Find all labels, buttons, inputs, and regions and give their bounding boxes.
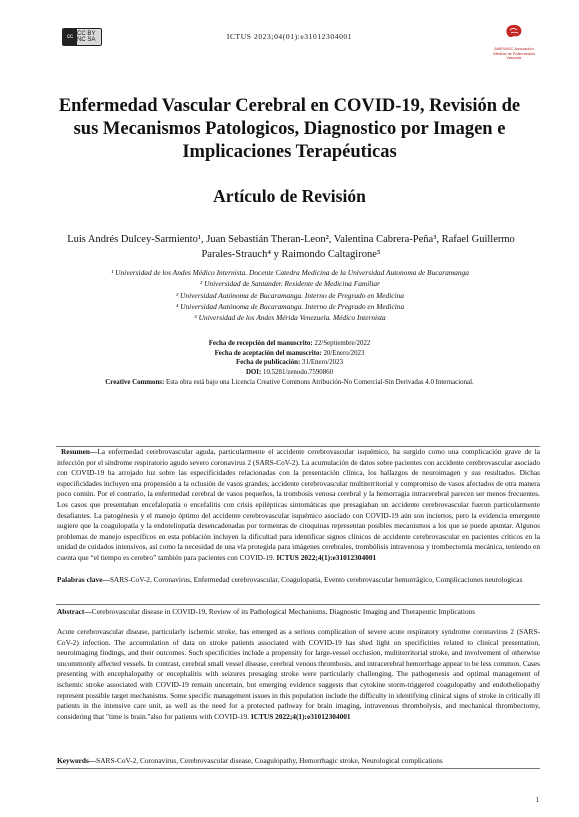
journal-id: ICTUS 2023;04(01):e31012304001: [226, 32, 353, 41]
divider: [56, 768, 540, 769]
manuscript-dates: [30, 339, 549, 388]
resumen-text: La enfermedad cerebrovascular aguda, particularmente el accidente cerebrovascular isquémico, ha surgido como una complicación grave de la infección por el síndrome respiratorio agudo severo coronavirus 2 (SARS-CoV-2). La acumulación de datos sobre pacientes con accidente cerebrovascular asociado con COVID-19 ha arrojado luz sobre las especificidades relacionadas con la presentación clínica, los hallazgos de neuroimagen y sus resultados. Dichas especificidades incluyen una propensión a la oclusión de vasos grandes, accidente cerebrovascular multiterritorial y compromiso de vasos afectados de otra manera poco común. Por el contrario, la enfermedad cerebral de vasos pequeños, la trombosis venosa cerebral y la hemorragia intracerebral parecen ser menos frecuentes. Los casos que presentaban encefalopatía o encefalitis con crisis epilépticas sintomáticas que presagiaban un accidente cerebrovascular fueron particularmente desafiantes. La patogénesis y el manejo óptimo del accidente cerebrovascular isquémico asociado con COVID-19 aún son inciertos, pero la evidencia emergente sugiere que la coagulopatía y la endoteliopatía desencadenadas por tormentas de citoquinas representan posibles mecanismos a los que se puede apuntar. Algunos problemas de manejo específicos en esta población incluyen la dificultad para identificar signos clínicos de accidente cerebrovascular en pacientes críticos en la unidad de cuidados intensivos, así como la necesidad de una vía protegida para imágenes cerebrales, trombólisis intravenosa y trombectomía mecánica, teniendo en cuenta que “el tiempo es cerebro” también para pacientes con COVID-19.: [57, 447, 540, 562]
divider: [56, 604, 540, 605]
abstract-heading: [57, 607, 540, 618]
abstract: [57, 627, 540, 722]
cc-notice: Creative Commons: Esta obra está bajo una Licencia Creative Commons Atribución-No Comercial-Sin Derivadas 4.0 Internacional.: [105, 378, 474, 386]
keywords-text: SARS-CoV-2, Coronavirus, Cerebrovascular disease, Coagulopathy, Hemorrhagic stroke, Neurological complications: [96, 756, 443, 765]
abstract-label: Abstract—: [57, 607, 92, 616]
page-number: 1: [535, 796, 539, 804]
received-date: Fecha de recepción del manuscrito: 22/Septiembre/2022: [208, 340, 371, 347]
affiliation-3: ³ Universidad Autónoma de Bucaramanga. Interno de Pregrado en Medicina: [175, 290, 404, 300]
resumen: [57, 447, 540, 564]
article-type: Artículo de Revisión: [213, 186, 366, 206]
affiliations: [60, 267, 520, 323]
keywords-label: Keywords—: [57, 756, 97, 765]
affiliation-2: ² Universidad de Santander. Residente de Medicina Familiar: [200, 279, 380, 289]
cc-license-mark: CC BY NC SA: [77, 29, 101, 45]
abstract-text: Acute cerebrovascular disease, particularly ischemic stroke, has emerged as a serious complication of severe acute respiratory syndrome coronavirus 2 (SARS-CoV-2) infection. The accumulation of data on stroke patients associated with COVID-19 has shed light on specificities related to clinical presentation, neuroimaging findings, and their outcomes. Such specificities include a propensity for large-vessel occlusion, multiterritorial stroke, and involvement of otherwise uncommonly affected vessels. In contrast, cerebral small vessel disease, cerebral venous thrombosis, and intracerebral hemorrhage appear to be less common. Cases presenting with encephalopathy or encephalitis with seizures presaging stroke were particularly challenging. The pathogenesis and optimal management of ischemic stroke associated with COVID-19 remain uncertain, but emerging evidence suggests that cytokine storm-triggered coagulopathy and endotheliopathy represent possible target mechanisms. Some specific management issues in this population include the difficulty in identifying clinical signs of stroke in critically ill patients in the intensive care unit, as well as the need for a protected pathway for brain imaging, intravenous thrombolysis, and mechanical thrombectomy, considering that "time is brain."also for patients with COVID-19.: [57, 627, 540, 721]
abstract-heading-text: Cerebrovascular disease in COVID-19, Review of its Pathological Mechanisms, Diagnostic Imaging and Therapeutic Implications: [91, 607, 476, 616]
article-title: Enfermedad Vascular Cerebral en COVID-19, Revisión de sus Mecanismos Patologicos, Diagnostico por Imagen e Implicaciones Terapéuticas: [58, 96, 521, 162]
published-date: Fecha de publicación: 31/Enero/2023: [235, 359, 344, 367]
logo-caption: AMEVASC Asociación Médica de Enfermedad Vascular: [493, 46, 535, 60]
cc-icon: cc: [63, 29, 77, 45]
doi: DOI: 10.5281/zenodo.7590860: [245, 369, 334, 377]
palabras-clave-label: Palabras clave—: [57, 575, 110, 584]
palabras-clave-text: SARS-CoV-2, Coronavirus, Enfermedad cerebrovascular, Coagulopatía, Evento cerebrovascular hemorrágico, Complicaciones neurologicas: [109, 575, 523, 584]
resumen-label: Resumen—: [61, 447, 98, 456]
journal-logo: [492, 20, 536, 60]
affiliation-5: ⁵ Universidad de los Andes Mérida Venezuela. Médico Internista: [194, 313, 386, 323]
doi-link[interactable]: 10.5281/zenodo.7590860: [263, 369, 334, 377]
keywords: [57, 756, 540, 767]
palabras-clave: [57, 575, 540, 586]
abstract-citation: ICTUS 2022;4(1):e31012304001: [250, 711, 351, 721]
authors: Luis Andrés Dulcey-Sarmiento¹, Juan Sebastián Theran-Leon², Valentina Cabrera-Peña³, Rafael Guillermo Parales-Strauch⁴ y Raimondo Caltagirone⁵: [67, 234, 515, 260]
affiliation-1: ¹ Universidad de los Andes Médico Internista. Docente Catedra Medicina de la Universidad Autonoma de Bucaramanga: [111, 268, 469, 277]
accepted-date: Fecha de aceptación del manuscrito: 20/Enero/2023: [214, 349, 365, 357]
affiliation-4: ⁴ Universidad Autónoma de Bucaramanga. Interno de Pregrado en Medicina: [175, 301, 405, 311]
brain-logo-icon: [503, 20, 525, 42]
resumen-citation: ICTUS 2022;4(1):e31012304001: [276, 552, 377, 562]
